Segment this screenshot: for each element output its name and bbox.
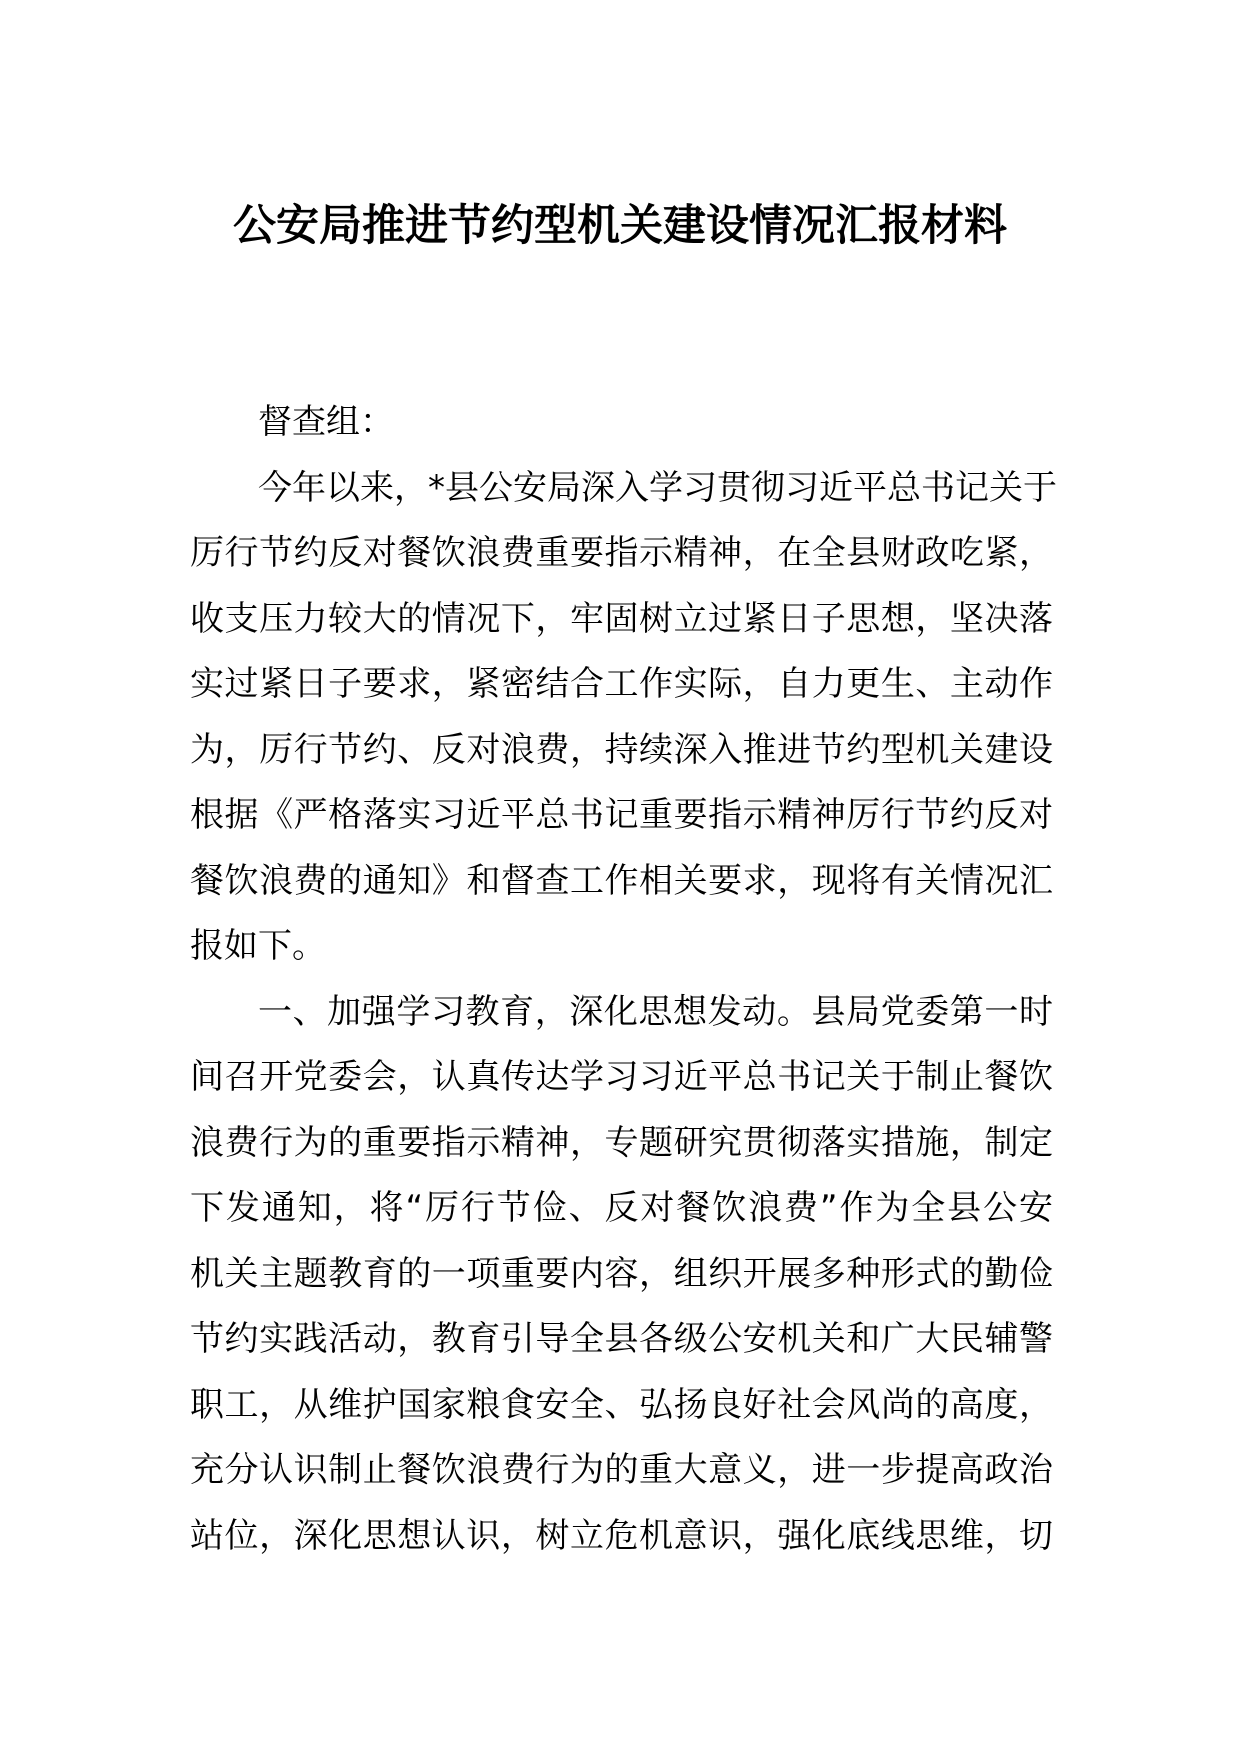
- paragraph-line: 为，厉行节约、反对浪费，持续深入推进节约型机关建设: [190, 729, 1053, 770]
- document-title: 公安局推进节约型机关建设情况汇报材料: [233, 201, 1007, 251]
- paragraph-line: 节约实践活动，教育引导全县各级公安机关和广大民辅警: [190, 1319, 1053, 1359]
- paragraph-line: 一、加强学习教育，深化思想发动。县局党委第一时: [258, 991, 1053, 1032]
- paragraph-line: 浪费行为的重要指示精神，专题研究贯彻落实措施，制定: [190, 1122, 1053, 1163]
- paragraph-line: 充分认识制止餐饮浪费行为的重大意义，进一步提高政治: [190, 1450, 1053, 1490]
- salutation: 督查组：: [258, 402, 394, 442]
- paragraph-line: 间召开党委会，认真传达学习习近平总书记关于制止餐饮: [190, 1057, 1053, 1097]
- paragraph-line: 机关主题教育的一项重要内容，组织开展多种形式的勤俭: [190, 1253, 1053, 1294]
- paragraph-line: 收支压力较大的情况下，牢固树立过紧日子思想，坚决落: [190, 598, 1053, 639]
- paragraph-line: 站位，深化思想认识，树立危机意识，强化底线思维，切: [190, 1515, 1053, 1556]
- paragraph-line: 厉行节约反对餐饮浪费重要指示精神，在全县财政吃紧，: [190, 533, 1053, 573]
- paragraph-line: 职工，从维护国家粮食安全、弘扬良好社会风尚的高度，: [190, 1384, 1053, 1425]
- paragraph-2: [190, 980, 1053, 1570]
- document-body: [190, 390, 1057, 1569]
- paragraph-line: 今年以来，*县公安局深入学习贯彻习近平总书记关于: [258, 467, 1057, 508]
- paragraph-line: 下发通知，将“厉行节俭、反对餐饮浪费”作为全县公安: [190, 1188, 1053, 1228]
- paragraph-line: 餐饮浪费的通知》和督查工作相关要求，现将有关情况汇: [190, 860, 1053, 901]
- paragraph-1: [190, 456, 1057, 980]
- paragraph-line: 实过紧日子要求，紧密结合工作实际，自力更生、主动作: [190, 664, 1053, 704]
- paragraph-line: 根据《严格落实习近平总书记重要指示精神厉行节约反对: [190, 795, 1053, 835]
- paragraph-line: 报如下。: [190, 926, 326, 966]
